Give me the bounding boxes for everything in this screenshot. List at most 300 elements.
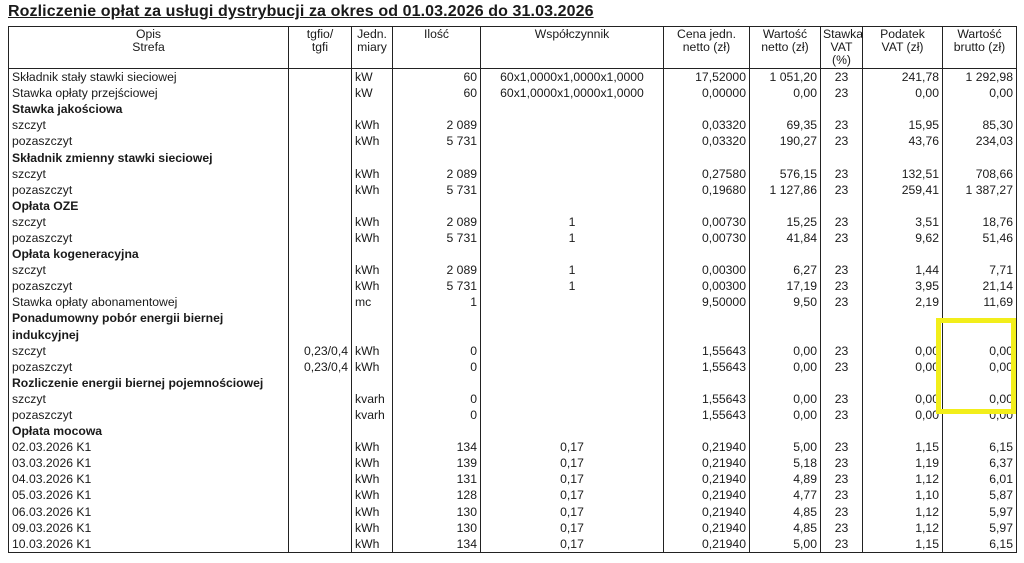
cell-net-value: 15,25 xyxy=(750,214,821,230)
cell-quantity: 60 xyxy=(393,85,481,101)
cell-net-value xyxy=(750,246,821,262)
column-header-line: Strefa xyxy=(132,40,165,54)
cell-gross-value: 85,30 xyxy=(943,117,1017,133)
table-row xyxy=(9,133,1017,149)
cell-unit-net-price xyxy=(664,149,750,165)
cell-description: Składnik zmienny stawki sieciowej xyxy=(9,149,289,165)
cell-vat-rate: 23 xyxy=(821,343,863,359)
cell-coefficient xyxy=(481,343,664,359)
column-header-line: Opis xyxy=(135,27,162,41)
cell-quantity xyxy=(393,327,481,343)
cell-coefficient xyxy=(481,101,664,117)
table-row xyxy=(9,278,1017,294)
cell-unit: kWh xyxy=(352,117,393,133)
cell-description: 10.03.2026 K1 xyxy=(9,536,289,553)
cell-net-value: 5,00 xyxy=(750,439,821,455)
cell-description: 05.03.2026 K1 xyxy=(9,487,289,503)
cell-vat-amount: 0,00 xyxy=(863,343,943,359)
cell-voltage-group xyxy=(289,487,352,503)
cell-gross-value: 18,76 xyxy=(943,214,1017,230)
cell-net-value xyxy=(750,375,821,391)
cell-voltage-group xyxy=(289,149,352,165)
cell-vat-amount: 0,00 xyxy=(863,391,943,407)
column-header-quantity xyxy=(393,27,481,69)
cell-unit-net-price: 0,00300 xyxy=(664,278,750,294)
cell-unit-net-price: 0,00300 xyxy=(664,262,750,278)
table-row xyxy=(9,69,1017,86)
cell-coefficient xyxy=(481,182,664,198)
cell-voltage-group xyxy=(289,471,352,487)
cell-vat-rate: 23 xyxy=(821,262,863,278)
cell-vat-amount: 1,12 xyxy=(863,504,943,520)
cell-unit-net-price xyxy=(664,423,750,439)
cell-vat-amount: 15,95 xyxy=(863,117,943,133)
cell-vat-rate: 23 xyxy=(821,455,863,471)
cell-quantity: 2 089 xyxy=(393,117,481,133)
cell-vat-rate: 23 xyxy=(821,439,863,455)
column-header-vat-rate xyxy=(821,27,863,69)
cell-coefficient: 1 xyxy=(481,278,664,294)
cell-gross-value xyxy=(943,327,1017,343)
cell-description: szczyt xyxy=(9,343,289,359)
cell-unit-net-price xyxy=(664,327,750,343)
cell-vat-amount: 1,12 xyxy=(863,520,943,536)
cell-description: pozaszczyt xyxy=(9,133,289,149)
cell-coefficient xyxy=(481,149,664,165)
cell-vat-rate: 23 xyxy=(821,471,863,487)
cell-unit: kWh xyxy=(352,262,393,278)
cell-quantity: 130 xyxy=(393,520,481,536)
cell-vat-rate xyxy=(821,327,863,343)
cell-vat-amount: 3,51 xyxy=(863,214,943,230)
cell-vat-amount: 1,15 xyxy=(863,536,943,553)
cell-unit xyxy=(352,375,393,391)
cell-description: szczyt xyxy=(9,262,289,278)
cell-quantity: 5 731 xyxy=(393,278,481,294)
table-row xyxy=(9,262,1017,278)
cell-voltage-group: 0,23/0,4 xyxy=(289,359,352,375)
cell-quantity xyxy=(393,101,481,117)
cell-description: 04.03.2026 K1 xyxy=(9,471,289,487)
cell-gross-value: 6,37 xyxy=(943,455,1017,471)
table-row xyxy=(9,439,1017,455)
cell-voltage-group xyxy=(289,520,352,536)
cell-quantity: 139 xyxy=(393,455,481,471)
column-header-line: netto (zł) xyxy=(761,40,809,54)
document-title: Rozliczenie opłat za usługi dystrybucji za okres od 01.03.2026 do 31.03.2026 xyxy=(8,3,594,20)
cell-description: Stawka opłaty abonamentowej xyxy=(9,294,289,310)
cell-unit-net-price: 0,19680 xyxy=(664,182,750,198)
cell-unit: kWh xyxy=(352,520,393,536)
cell-description: 09.03.2026 K1 xyxy=(9,520,289,536)
cell-gross-value: 6,01 xyxy=(943,471,1017,487)
cell-vat-rate: 23 xyxy=(821,359,863,375)
cell-gross-value: 21,14 xyxy=(943,278,1017,294)
cell-unit-net-price: 0,03320 xyxy=(664,133,750,149)
cell-vat-amount: 1,44 xyxy=(863,262,943,278)
cell-voltage-group xyxy=(289,85,352,101)
cell-gross-value: 51,46 xyxy=(943,230,1017,246)
cell-unit: kWh xyxy=(352,536,393,553)
column-header-line: VAT (%) xyxy=(830,40,853,67)
cell-coefficient xyxy=(481,310,664,326)
cell-vat-rate xyxy=(821,198,863,214)
cell-vat-rate: 23 xyxy=(821,407,863,423)
cell-unit xyxy=(352,101,393,117)
section-heading-row xyxy=(9,198,1017,214)
cell-vat-amount: 132,51 xyxy=(863,166,943,182)
cell-unit xyxy=(352,310,393,326)
cell-vat-rate: 23 xyxy=(821,504,863,520)
cell-quantity: 1 xyxy=(393,294,481,310)
cell-description: Opłata OZE xyxy=(9,198,289,214)
cell-description: Stawka opłaty przejściowej xyxy=(9,85,289,101)
table-row xyxy=(9,117,1017,133)
cell-net-value: 4,77 xyxy=(750,487,821,503)
cell-voltage-group xyxy=(289,214,352,230)
cell-unit-net-price: 0,03320 xyxy=(664,117,750,133)
cell-unit-net-price: 0,21940 xyxy=(664,536,750,553)
cell-net-value: 4,89 xyxy=(750,471,821,487)
cell-coefficient xyxy=(481,391,664,407)
table-row xyxy=(9,455,1017,471)
column-header-line: netto (zł) xyxy=(682,40,731,54)
cell-coefficient xyxy=(481,166,664,182)
cell-net-value xyxy=(750,327,821,343)
cell-unit-net-price: 1,55643 xyxy=(664,391,750,407)
cell-net-value xyxy=(750,423,821,439)
table-row xyxy=(9,407,1017,423)
cell-gross-value: 708,66 xyxy=(943,166,1017,182)
cell-quantity: 0 xyxy=(393,407,481,423)
cell-vat-amount: 1,10 xyxy=(863,487,943,503)
cell-gross-value xyxy=(943,101,1017,117)
cell-unit: kWh xyxy=(352,359,393,375)
cell-net-value: 5,18 xyxy=(750,455,821,471)
cell-vat-amount xyxy=(863,310,943,326)
section-heading-row xyxy=(9,149,1017,165)
cell-unit-net-price xyxy=(664,310,750,326)
cell-voltage-group xyxy=(289,391,352,407)
cell-description: 03.03.2026 K1 xyxy=(9,455,289,471)
cell-net-value: 0,00 xyxy=(750,343,821,359)
cell-net-value xyxy=(750,310,821,326)
cell-voltage-group xyxy=(289,117,352,133)
cell-voltage-group xyxy=(289,407,352,423)
cell-coefficient: 1 xyxy=(481,214,664,230)
cell-voltage-group xyxy=(289,536,352,553)
cell-net-value: 41,84 xyxy=(750,230,821,246)
cell-unit: kWh xyxy=(352,133,393,149)
cell-coefficient: 0,17 xyxy=(481,520,664,536)
column-header-coefficient xyxy=(481,27,664,69)
column-header-line: VAT (zł) xyxy=(881,40,924,54)
cell-unit-net-price xyxy=(664,246,750,262)
cell-unit xyxy=(352,327,393,343)
cell-quantity: 128 xyxy=(393,487,481,503)
cell-coefficient xyxy=(481,246,664,262)
cell-vat-rate xyxy=(821,149,863,165)
cell-unit: kWh xyxy=(352,182,393,198)
section-heading-row xyxy=(9,101,1017,117)
cell-vat-rate: 23 xyxy=(821,69,863,86)
cell-voltage-group xyxy=(289,504,352,520)
table-row xyxy=(9,487,1017,503)
cell-description: pozaszczyt xyxy=(9,359,289,375)
cell-vat-rate xyxy=(821,101,863,117)
cell-net-value: 0,00 xyxy=(750,85,821,101)
cell-description: pozaszczyt xyxy=(9,407,289,423)
cell-quantity: 2 089 xyxy=(393,166,481,182)
cell-vat-rate: 23 xyxy=(821,230,863,246)
cell-unit-net-price: 0,21940 xyxy=(664,520,750,536)
column-header-line: miary xyxy=(357,40,387,54)
cell-vat-rate: 23 xyxy=(821,214,863,230)
cell-voltage-group xyxy=(289,262,352,278)
cell-unit-net-price: 0,21940 xyxy=(664,504,750,520)
cell-vat-amount: 0,00 xyxy=(863,85,943,101)
cell-vat-amount: 259,41 xyxy=(863,182,943,198)
column-header-line: brutto (zł) xyxy=(953,40,1006,54)
section-heading-row xyxy=(9,310,1017,326)
cell-vat-rate: 23 xyxy=(821,166,863,182)
cell-unit-net-price: 0,00730 xyxy=(664,214,750,230)
cell-unit: kWh xyxy=(352,214,393,230)
cell-unit: kWh xyxy=(352,230,393,246)
cell-unit-net-price: 17,52000 xyxy=(664,69,750,86)
cell-voltage-group xyxy=(289,101,352,117)
cell-vat-amount: 0,00 xyxy=(863,359,943,375)
cell-gross-value: 11,69 xyxy=(943,294,1017,310)
cell-coefficient: 60x1,0000x1,0000x1,0000 xyxy=(481,85,664,101)
cell-coefficient xyxy=(481,117,664,133)
cell-unit-net-price xyxy=(664,101,750,117)
cell-vat-amount xyxy=(863,327,943,343)
cell-unit xyxy=(352,246,393,262)
cell-coefficient: 1 xyxy=(481,262,664,278)
cell-quantity: 2 089 xyxy=(393,262,481,278)
column-header-unit-net-price xyxy=(664,27,750,69)
cell-unit: kWh xyxy=(352,343,393,359)
table-header xyxy=(9,27,1017,69)
cell-voltage-group xyxy=(289,439,352,455)
cell-vat-amount: 0,00 xyxy=(863,407,943,423)
cell-net-value: 0,00 xyxy=(750,407,821,423)
column-header-voltage-group xyxy=(289,27,352,69)
table-row xyxy=(9,536,1017,553)
cell-vat-amount xyxy=(863,423,943,439)
cell-net-value: 0,00 xyxy=(750,391,821,407)
cell-net-value: 1 127,86 xyxy=(750,182,821,198)
cell-description: pozaszczyt xyxy=(9,278,289,294)
cell-voltage-group xyxy=(289,278,352,294)
table-row xyxy=(9,214,1017,230)
cell-net-value xyxy=(750,198,821,214)
cell-quantity xyxy=(393,149,481,165)
cell-vat-rate xyxy=(821,375,863,391)
cell-description: 06.03.2026 K1 xyxy=(9,504,289,520)
cell-coefficient xyxy=(481,423,664,439)
cell-unit-net-price: 9,50000 xyxy=(664,294,750,310)
cell-net-value: 0,00 xyxy=(750,359,821,375)
cell-coefficient xyxy=(481,327,664,343)
cell-gross-value: 0,00 xyxy=(943,343,1017,359)
cell-quantity: 0 xyxy=(393,391,481,407)
cell-vat-amount: 241,78 xyxy=(863,69,943,86)
cell-coefficient xyxy=(481,294,664,310)
cell-unit: kWh xyxy=(352,439,393,455)
column-header-line: Cena jedn. xyxy=(677,27,736,41)
cell-vat-amount: 9,62 xyxy=(863,230,943,246)
section-heading-row xyxy=(9,375,1017,391)
cell-vat-rate: 23 xyxy=(821,487,863,503)
section-heading-row xyxy=(9,423,1017,439)
cell-gross-value: 0,00 xyxy=(943,85,1017,101)
cell-unit-net-price: 1,55643 xyxy=(664,359,750,375)
cell-quantity xyxy=(393,423,481,439)
cell-description: indukcyjnej xyxy=(9,327,289,343)
column-header-line: Podatek xyxy=(880,27,925,41)
cell-coefficient: 0,17 xyxy=(481,455,664,471)
cell-gross-value: 0,00 xyxy=(943,359,1017,375)
cell-vat-amount: 1,12 xyxy=(863,471,943,487)
cell-coefficient xyxy=(481,375,664,391)
cell-unit-net-price: 0,21940 xyxy=(664,439,750,455)
cell-gross-value xyxy=(943,198,1017,214)
cell-gross-value xyxy=(943,375,1017,391)
table-row xyxy=(9,230,1017,246)
charges-table xyxy=(8,26,1017,553)
cell-vat-rate: 23 xyxy=(821,536,863,553)
cell-description: szczyt xyxy=(9,166,289,182)
table-row xyxy=(9,359,1017,375)
column-header-line: Ilość xyxy=(423,27,450,41)
cell-quantity xyxy=(393,310,481,326)
cell-vat-amount: 43,76 xyxy=(863,133,943,149)
cell-voltage-group xyxy=(289,69,352,86)
section-heading-row xyxy=(9,246,1017,262)
cell-description: Opłata kogeneracyjna xyxy=(9,246,289,262)
cell-gross-value xyxy=(943,310,1017,326)
cell-unit: kWh xyxy=(352,278,393,294)
cell-quantity: 5 731 xyxy=(393,133,481,149)
cell-unit: kWh xyxy=(352,455,393,471)
column-header-line: Wartość xyxy=(957,27,1002,41)
cell-gross-value: 1 387,27 xyxy=(943,182,1017,198)
cell-coefficient: 0,17 xyxy=(481,487,664,503)
table-body xyxy=(9,69,1017,553)
cell-net-value: 5,00 xyxy=(750,536,821,553)
column-header-vat-amount xyxy=(863,27,943,69)
cell-quantity: 134 xyxy=(393,536,481,553)
cell-unit: kWh xyxy=(352,166,393,182)
cell-vat-amount xyxy=(863,198,943,214)
cell-quantity: 5 731 xyxy=(393,230,481,246)
cell-voltage-group: 0,23/0,4 xyxy=(289,343,352,359)
cell-voltage-group xyxy=(289,423,352,439)
cell-coefficient xyxy=(481,133,664,149)
cell-vat-rate: 23 xyxy=(821,117,863,133)
cell-gross-value: 6,15 xyxy=(943,439,1017,455)
cell-net-value: 1 051,20 xyxy=(750,69,821,86)
cell-vat-rate: 23 xyxy=(821,85,863,101)
column-header-description xyxy=(9,27,289,69)
cell-unit: kvarh xyxy=(352,407,393,423)
cell-unit: kWh xyxy=(352,487,393,503)
cell-gross-value xyxy=(943,149,1017,165)
cell-quantity: 0 xyxy=(393,359,481,375)
cell-quantity: 131 xyxy=(393,471,481,487)
cell-voltage-group xyxy=(289,133,352,149)
cell-description: szczyt xyxy=(9,391,289,407)
cell-vat-amount xyxy=(863,246,943,262)
cell-voltage-group xyxy=(289,182,352,198)
cell-description: Rozliczenie energii biernej pojemnościowej xyxy=(9,375,289,391)
cell-quantity: 5 731 xyxy=(393,182,481,198)
cell-unit-net-price: 0,00730 xyxy=(664,230,750,246)
cell-net-value xyxy=(750,149,821,165)
cell-unit-net-price xyxy=(664,375,750,391)
cell-unit-net-price: 0,21940 xyxy=(664,471,750,487)
cell-unit-net-price: 0,27580 xyxy=(664,166,750,182)
column-header-line: Współczynnik xyxy=(534,27,610,41)
cell-vat-rate xyxy=(821,246,863,262)
cell-voltage-group xyxy=(289,327,352,343)
cell-vat-rate: 23 xyxy=(821,294,863,310)
cell-description: szczyt xyxy=(9,117,289,133)
table-row xyxy=(9,471,1017,487)
cell-voltage-group xyxy=(289,310,352,326)
cell-coefficient xyxy=(481,198,664,214)
column-header-unit xyxy=(352,27,393,69)
cell-vat-amount: 2,19 xyxy=(863,294,943,310)
column-header-line: Jedn. xyxy=(357,27,387,41)
cell-unit-net-price xyxy=(664,198,750,214)
cell-description: 02.03.2026 K1 xyxy=(9,439,289,455)
cell-quantity: 2 089 xyxy=(393,214,481,230)
cell-net-value: 9,50 xyxy=(750,294,821,310)
cell-unit: kW xyxy=(352,69,393,86)
cell-net-value: 17,19 xyxy=(750,278,821,294)
table-row xyxy=(9,504,1017,520)
cell-coefficient: 0,17 xyxy=(481,471,664,487)
table-row xyxy=(9,182,1017,198)
cell-coefficient: 1 xyxy=(481,230,664,246)
cell-unit xyxy=(352,198,393,214)
column-header-net-value xyxy=(750,27,821,69)
cell-vat-rate: 23 xyxy=(821,182,863,198)
cell-coefficient: 0,17 xyxy=(481,536,664,553)
cell-gross-value: 0,00 xyxy=(943,391,1017,407)
cell-description: Składnik stały stawki sieciowej xyxy=(9,69,289,86)
cell-voltage-group xyxy=(289,198,352,214)
cell-gross-value: 7,71 xyxy=(943,262,1017,278)
column-header-line: Wartość xyxy=(762,27,808,41)
cell-gross-value xyxy=(943,423,1017,439)
column-header-line: Stawka xyxy=(823,27,863,41)
cell-coefficient xyxy=(481,359,664,375)
cell-unit-net-price: 1,55643 xyxy=(664,343,750,359)
header-row xyxy=(9,27,1017,69)
cell-voltage-group xyxy=(289,455,352,471)
cell-quantity: 134 xyxy=(393,439,481,455)
cell-description: szczyt xyxy=(9,214,289,230)
table-row xyxy=(9,166,1017,182)
cell-voltage-group xyxy=(289,294,352,310)
cell-description: Stawka jakościowa xyxy=(9,101,289,117)
cell-unit-net-price: 0,21940 xyxy=(664,455,750,471)
cell-net-value xyxy=(750,101,821,117)
